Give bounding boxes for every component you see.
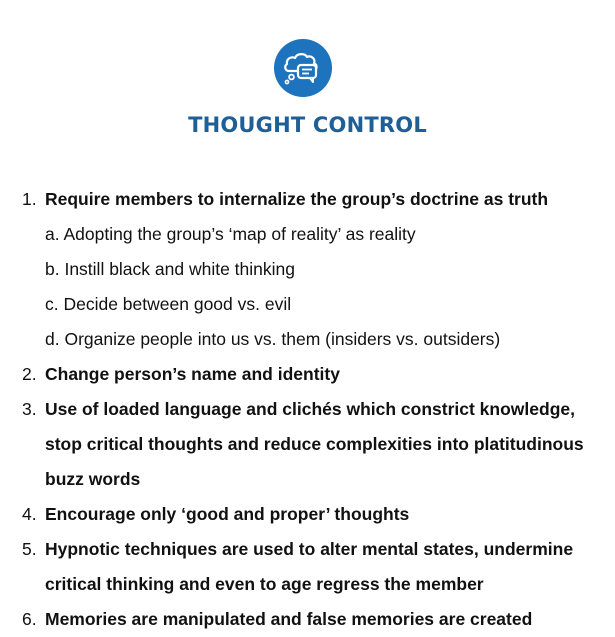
- list-item-continuation: stop critical thoughts and reduce complexities into platitudinous: [45, 434, 584, 454]
- list-item-continuation: buzz words: [45, 469, 141, 489]
- list-item-text: Memories are manipulated and false memories are created: [45, 609, 533, 629]
- list-item-number: 3.: [22, 399, 37, 419]
- list-item-continuation: critical thinking and even to age regress the member: [45, 574, 484, 594]
- list-item-text: Use of loaded language and clichés which constrict knowledge,: [45, 399, 575, 419]
- list-item-text: Encourage only ‘good and proper’ thoughts: [45, 504, 410, 524]
- list-item: [22, 602, 602, 637]
- list-item-text: Require members to internalize the group’s doctrine as truth: [45, 189, 549, 209]
- list-item-number: 5.: [22, 539, 37, 559]
- list-item-text: Change person’s name and identity: [45, 364, 340, 384]
- list-item: [22, 392, 602, 427]
- list-item-number: 4.: [22, 504, 37, 524]
- thought-bubble-chat-icon: [273, 38, 333, 98]
- list-item: [22, 357, 602, 392]
- list-item-number: 1.: [22, 189, 37, 209]
- list-item: [22, 182, 602, 217]
- list-item-number: 2.: [22, 364, 37, 384]
- list-item: [22, 497, 602, 532]
- list-item: [22, 532, 602, 567]
- list-item-text: Hypnotic techniques are used to alter mental states, undermine: [45, 539, 574, 559]
- sub-list-item: d. Organize people into us vs. them (insiders vs. outsiders): [45, 329, 501, 349]
- sub-list-item: b. Instill black and white thinking: [45, 259, 295, 279]
- list-item-number: 6.: [22, 609, 37, 629]
- page-title: THOUGHT CONTROL: [188, 113, 427, 137]
- thought-control-list: [22, 182, 602, 637]
- sub-list-item: a. Adopting the group’s ‘map of reality’ as reality: [45, 224, 416, 244]
- sub-list-item: c. Decide between good vs. evil: [45, 294, 292, 314]
